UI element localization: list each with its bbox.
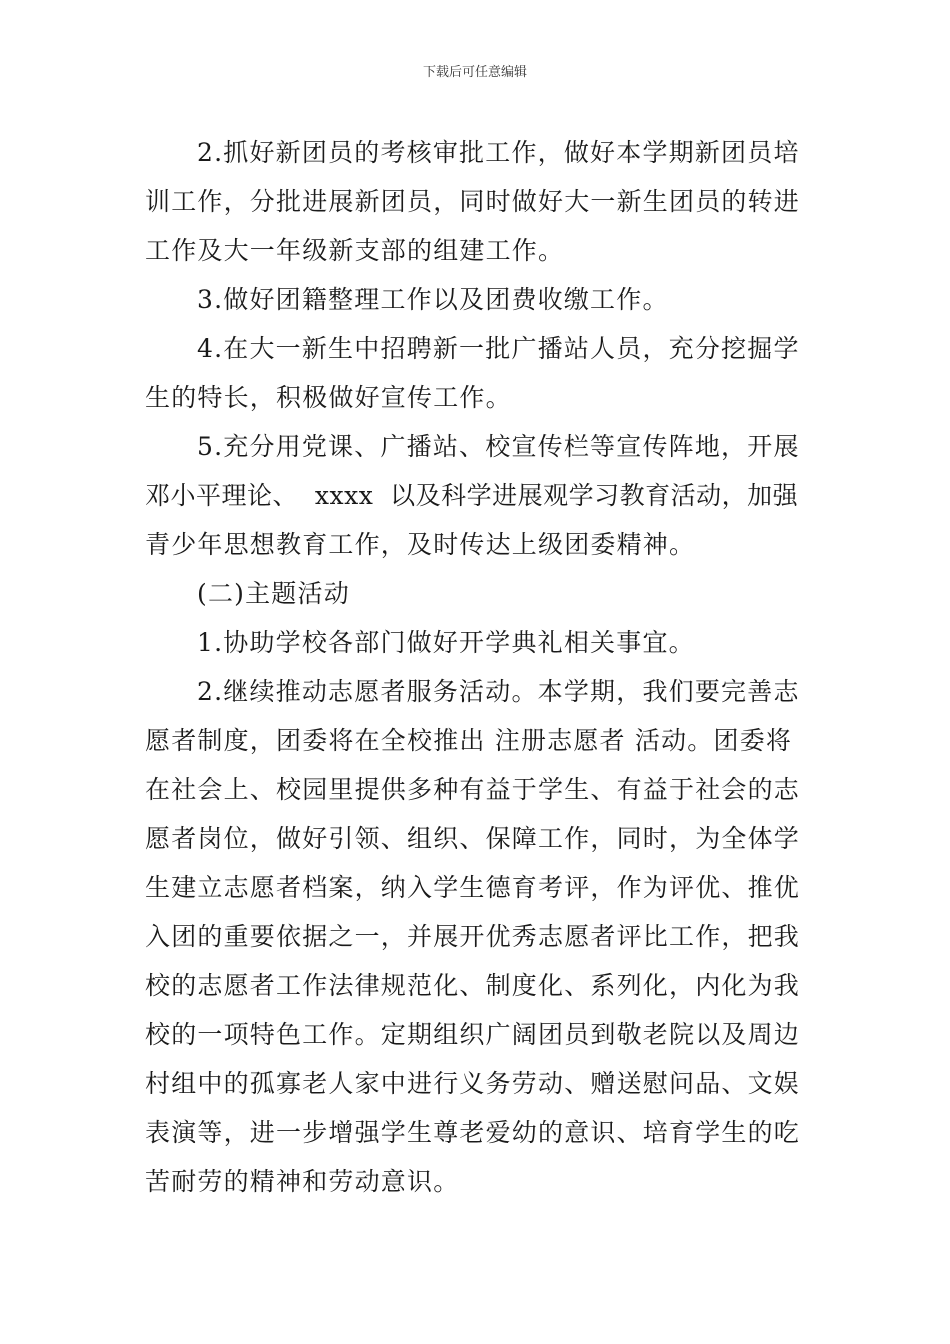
paragraph-line: 愿者制度，团委将在全校推出 注册志愿者 活动。团委将 [145, 726, 793, 755]
paragraph-line: 村组中的孤寡老人家中进行义务劳动、赠送慰问品、文娱 [145, 1069, 801, 1098]
paragraph-line: 训工作，分批进展新团员，同时做好大一新生团员的转进 [145, 187, 801, 216]
paragraph-line: 愿者岗位，做好引领、组织、保障工作，同时，为全体学 [145, 824, 801, 853]
paragraph-line: 5.充分用党课、广播站、校宣传栏等宣传阵地，开展 [197, 432, 800, 461]
paragraph-line: 工作及大一年级新支部的组建工作。 [145, 236, 565, 265]
paragraph-line: 入团的重要依据之一，并展开优秀志愿者评比工作，把我 [145, 922, 801, 951]
paragraph-line: 3.做好团籍整理工作以及团费收缴工作。 [197, 285, 669, 314]
paragraph-line: 2.继续推动志愿者服务活动。本学期，我们要完善志 [197, 677, 800, 706]
paragraph-line: 苦耐劳的精神和劳动意识。 [145, 1167, 460, 1196]
paragraph-line: 表演等，进一步增强学生尊老爱幼的意识、培育学生的吃 [145, 1118, 801, 1147]
paragraph-line: 4.在大一新生中招聘新一批广播站人员，充分挖掘学 [197, 334, 800, 363]
paragraph-line: 生的特长，积极做好宣传工作。 [145, 383, 512, 412]
document-body [145, 128, 807, 1206]
paragraph-line: 在社会上、校园里提供多种有益于学生、有益于社会的志 [145, 775, 801, 804]
paragraph-line: 生建立志愿者档案，纳入学生德育考评，作为评优、推优 [145, 873, 801, 902]
paragraph-line: 1.协助学校各部门做好开学典礼相关事宜。 [197, 628, 695, 657]
paragraph-line: 青少年思想教育工作，及时传达上级团委精神。 [145, 530, 696, 559]
paragraph-line: 校的一项特色工作。定期组织广阔团员到敬老院以及周边 [145, 1020, 801, 1049]
page-header: 下载后可任意编辑 [422, 65, 527, 80]
paragraph-line: 校的志愿者工作法律规范化、制度化、系列化，内化为我 [145, 971, 801, 1000]
paragraph-line: 2.抓好新团员的考核审批工作，做好本学期新团员培 [197, 138, 800, 167]
paragraph-line: 邓小平理论、 xxxx 以及科学进展观学习教育活动，加强 [145, 481, 799, 510]
section-heading: (二)主题活动 [197, 579, 350, 608]
